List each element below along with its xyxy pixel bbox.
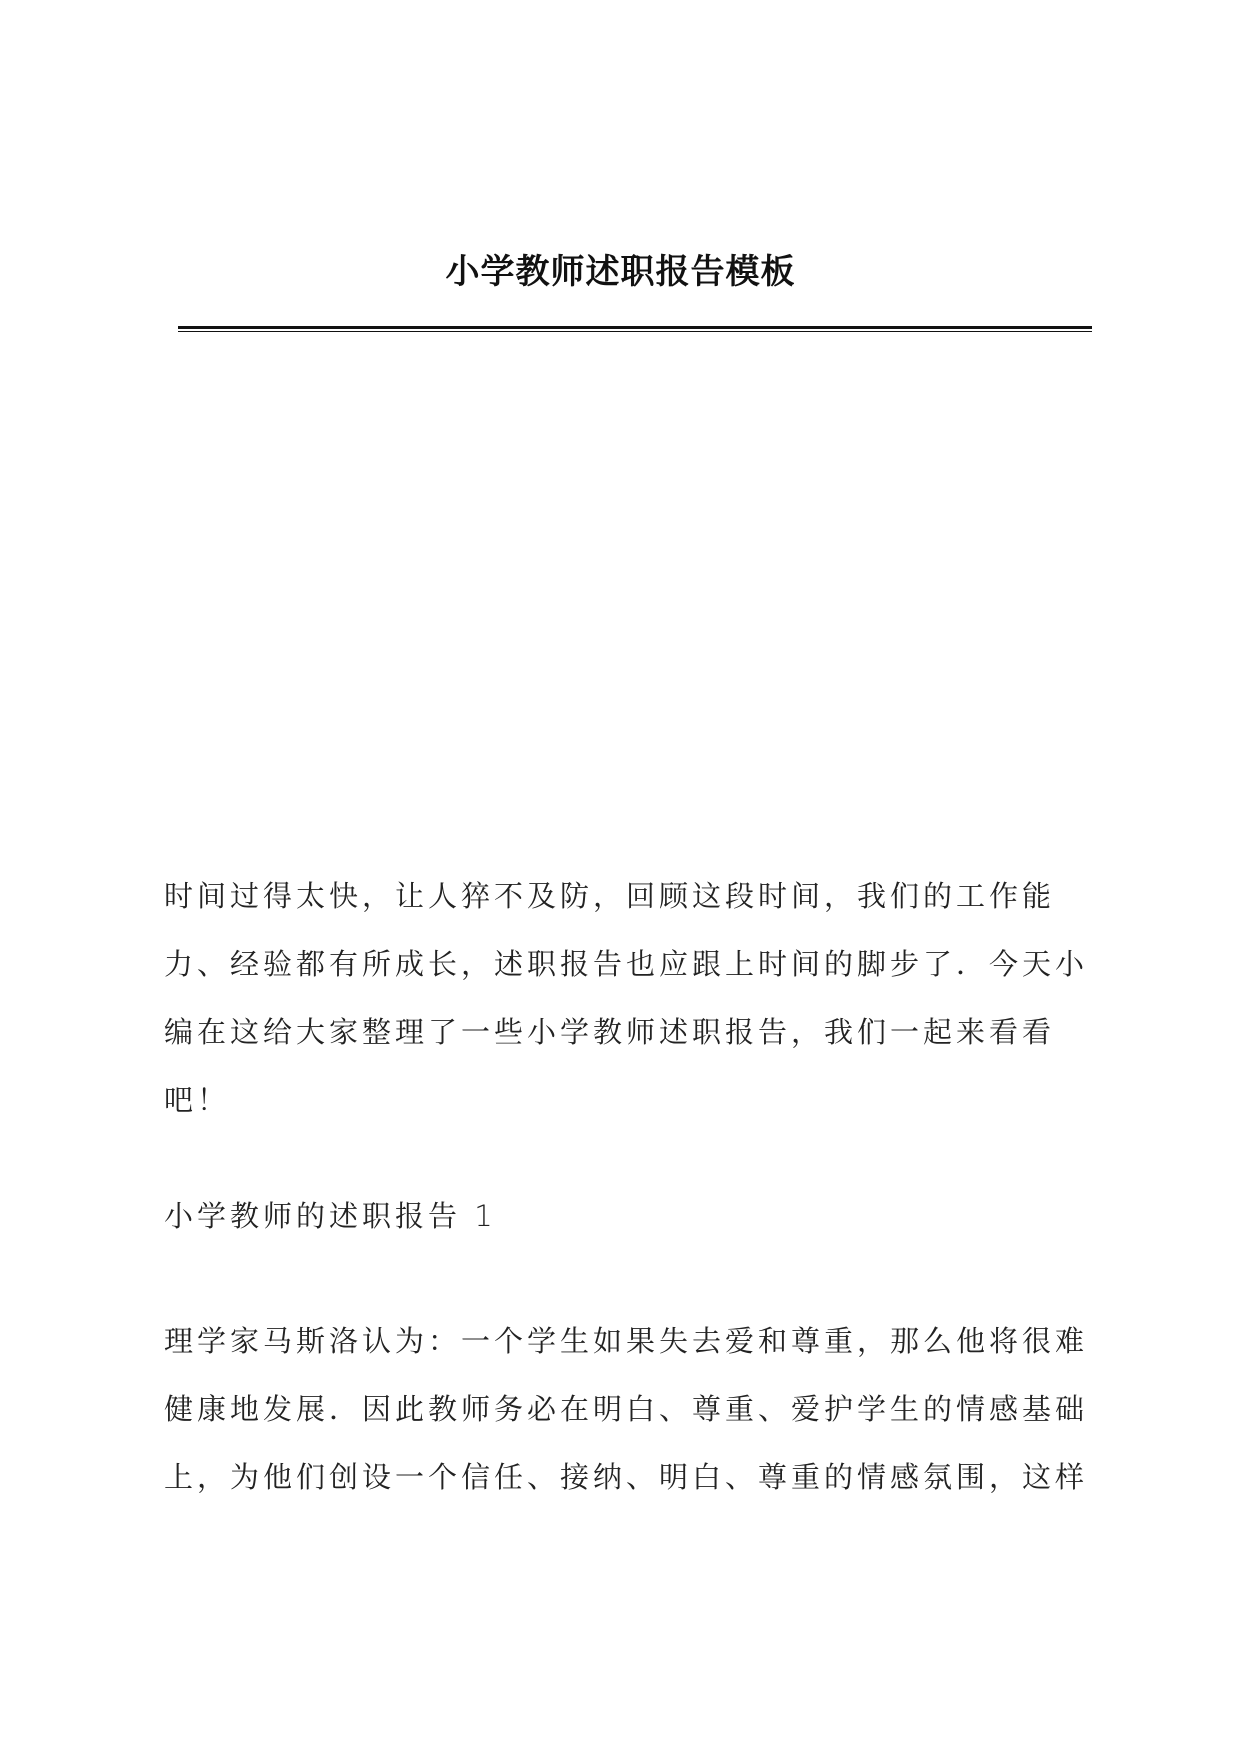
paragraph-line: 理学家马斯洛认为：一个学生如果失去爱和尊重，那么他将很难	[164, 1324, 1089, 1358]
title-divider	[178, 326, 1092, 332]
intro-line: 吧！	[164, 1083, 231, 1117]
intro-line: 时间过得太快，让人猝不及防，回顾这段时间，我们的工作能	[164, 879, 1056, 913]
section-heading	[164, 1182, 1094, 1250]
paragraph-line: 上，为他们创设一个信任、接纳、明白、尊重的情感氛围，这样	[164, 1460, 1089, 1494]
intro-line: 编在这给大家整理了一些小学教师述职报告，我们一起来看看	[164, 1015, 1056, 1049]
intro-line: 力、经验都有所成长，述职报告也应跟上时间的脚步了．今天小	[164, 947, 1089, 981]
paragraph-line: 健康地发展．因此教师务必在明白、尊重、爱护学生的情感基础	[164, 1392, 1089, 1426]
section-heading-text: 小学教师的述职报告 1	[164, 1199, 497, 1233]
document-title: 小学教师述职报告模板	[445, 252, 796, 292]
intro-paragraph	[164, 862, 1094, 1134]
body-paragraph	[164, 1307, 1094, 1511]
